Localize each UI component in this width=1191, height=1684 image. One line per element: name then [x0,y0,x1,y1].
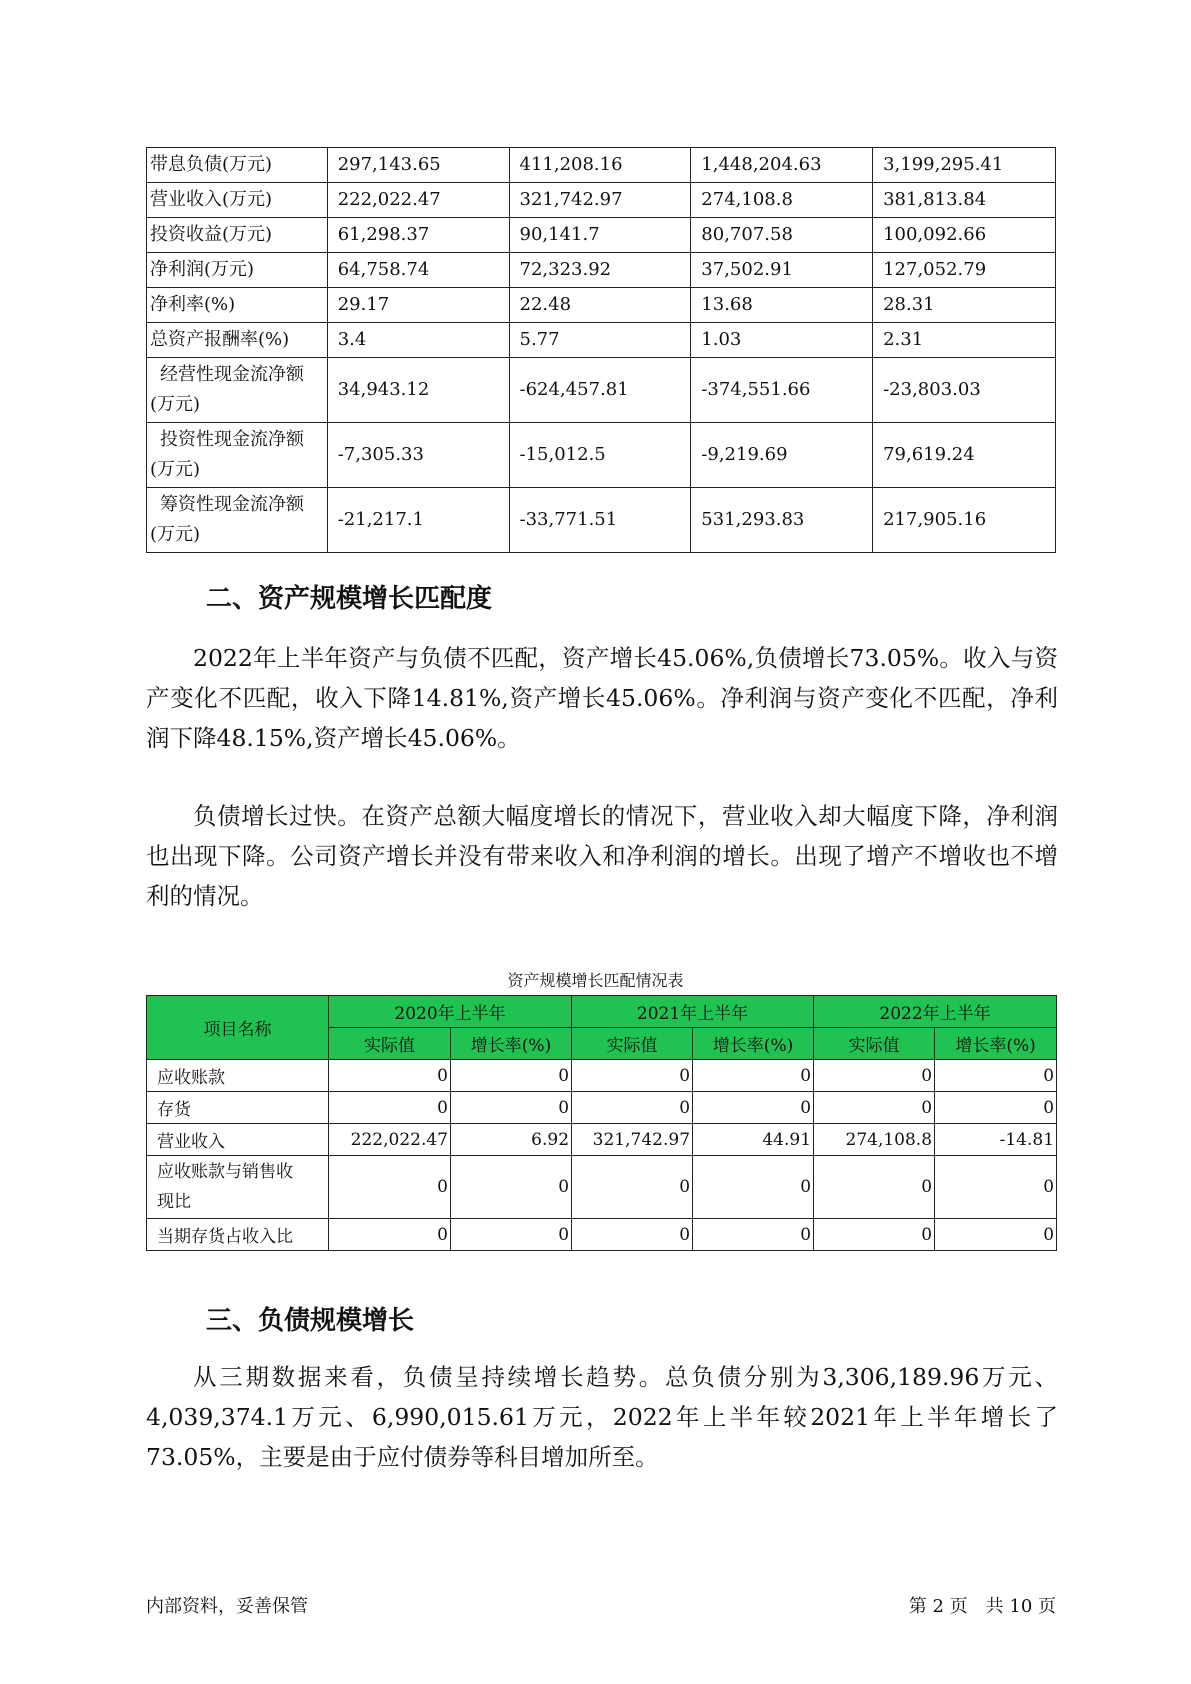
table-row [147,358,1056,423]
cell-value: 0 [451,1156,572,1219]
row-label: 总资产报酬率(%) [147,323,328,358]
cell-value: 381,813.84 [873,183,1056,218]
cell-value: 0 [814,1092,935,1124]
cell-value: 22.48 [509,288,691,323]
row-label-line1: 应收账款与销售收 [157,1162,293,1182]
cell-value: -21,217.1 [327,488,509,553]
row-label: 净利润(万元) [147,253,328,288]
cell-value: 1.03 [691,323,873,358]
cell-value: 0 [451,1092,572,1124]
row-label-line2: (万元) [150,394,201,415]
cell-value: 61,298.37 [327,218,509,253]
row-label: 应收账款 [147,1060,329,1092]
cell-value: 531,293.83 [691,488,873,553]
cell-value: 0 [572,1092,693,1124]
cell-value: 411,208.16 [509,148,691,183]
cell-value: 297,143.65 [327,148,509,183]
table-row [147,1060,1057,1092]
cell-value: -624,457.81 [509,358,691,423]
asset-growth-match-table [146,995,1057,1251]
cell-value: -23,803.03 [873,358,1056,423]
cell-value: -15,012.5 [509,423,691,488]
table-row [147,488,1056,553]
paragraph: 负债增长过快。在资产总额大幅度增长的情况下，营业收入却大幅度下降，净利润也出现下降。公司资产增长并没有带来收入和净利润的增长。出现了增产不增收也不增利的情况。 [146,802,1058,910]
cell-value: 0 [693,1219,814,1251]
cell-value: 0 [814,1156,935,1219]
header-growth: 增长率(%) [935,1028,1057,1060]
cell-value: 79,619.24 [873,423,1056,488]
cell-value: 37,502.91 [691,253,873,288]
table-row [147,148,1056,183]
cell-value: 0 [572,1219,693,1251]
table-row [147,218,1056,253]
row-label-line2: (万元) [150,459,201,480]
row-label: 营业收入 [147,1124,329,1156]
cell-value: 274,108.8 [691,183,873,218]
table-caption: 资产规模增长匹配情况表 [507,971,684,990]
table-row [147,423,1056,488]
table-row [147,1156,1057,1219]
table-row [147,1092,1057,1124]
cell-value: 222,022.47 [329,1124,451,1156]
cell-value: 0 [451,1060,572,1092]
financial-summary-table [146,147,1056,553]
header-period: 2020年上半年 [329,996,572,1028]
header-item-name: 项目名称 [147,996,329,1060]
cell-value: 5.77 [509,323,691,358]
row-label: 存货 [147,1092,329,1124]
cell-value: 34,943.12 [327,358,509,423]
cell-value: 0 [693,1156,814,1219]
cell-value: 64,758.74 [327,253,509,288]
cell-value: 44.91 [693,1124,814,1156]
header-growth: 增长率(%) [451,1028,572,1060]
row-label: 营业收入(万元) [147,183,328,218]
table-row [147,323,1056,358]
page-number: 第 2 页 共 10 页 [908,1596,1056,1617]
footer-confidential-note: 内部资料，妥善保管 [146,1596,308,1617]
cell-value: 0 [451,1219,572,1251]
cell-value: 6.92 [451,1124,572,1156]
cell-value: 321,742.97 [509,183,691,218]
cell-value: 127,052.79 [873,253,1056,288]
row-label: 当期存货占收入比 [147,1219,329,1251]
cell-value: -14.81 [935,1124,1057,1156]
header-period: 2021年上半年 [572,996,814,1028]
row-label: 带息负债(万元) [147,148,328,183]
section-heading-asset-growth: 二、资产规模增长匹配度 [206,584,493,614]
paragraph: 2022年上半年资产与负债不匹配，资产增长45.06%,负债增长73.05%。收入与资产变化不匹配，收入下降14.81%,资产增长45.06%。净利润与资产变化不匹配，净利润下降48.15%,资产增长45.06%。 [146,644,1058,752]
cell-value: 0 [572,1060,693,1092]
section-heading-liability-growth: 三、负债规模增长 [206,1306,415,1336]
cell-value: 222,022.47 [327,183,509,218]
row-label [147,423,328,488]
row-label [147,488,328,553]
cell-value: 0 [935,1156,1057,1219]
row-label-line1: 经营性现金流净额 [160,364,304,385]
cell-value: 0 [693,1060,814,1092]
header-period: 2022年上半年 [814,996,1057,1028]
cell-value: 2.31 [873,323,1056,358]
cell-value: 72,323.92 [509,253,691,288]
row-label [147,1156,329,1219]
cell-value: 0 [572,1156,693,1219]
header-actual: 实际值 [572,1028,693,1060]
cell-value: 321,742.97 [572,1124,693,1156]
cell-value: 274,108.8 [814,1124,935,1156]
cell-value: 13.68 [691,288,873,323]
header-actual: 实际值 [814,1028,935,1060]
row-label [147,358,328,423]
cell-value: 0 [329,1060,451,1092]
row-label-line2: (万元) [150,524,201,545]
cell-value: 0 [935,1060,1057,1092]
cell-value: 0 [814,1060,935,1092]
cell-value: 217,905.16 [873,488,1056,553]
cell-value: 80,707.58 [691,218,873,253]
cell-value: 3,199,295.41 [873,148,1056,183]
cell-value: 28.31 [873,288,1056,323]
cell-value: -9,219.69 [691,423,873,488]
cell-value: -7,305.33 [327,423,509,488]
cell-value: 0 [329,1156,451,1219]
header-actual: 实际值 [329,1028,451,1060]
table-row [147,253,1056,288]
row-label: 净利率(%) [147,288,328,323]
header-growth: 增长率(%) [693,1028,814,1060]
cell-value: 29.17 [327,288,509,323]
cell-value: 0 [814,1219,935,1251]
cell-value: 3.4 [327,323,509,358]
row-label-line2: 现比 [157,1192,191,1212]
cell-value: 0 [329,1092,451,1124]
cell-value: 90,141.7 [509,218,691,253]
cell-value: -33,771.51 [509,488,691,553]
row-label-line1: 筹资性现金流净额 [160,494,304,515]
cell-value: 100,092.66 [873,218,1056,253]
cell-value: 0 [693,1092,814,1124]
table-row [147,183,1056,218]
table-row [147,288,1056,323]
cell-value: 0 [935,1219,1057,1251]
row-label-line1: 投资性现金流净额 [160,429,304,450]
cell-value: 0 [329,1219,451,1251]
row-label: 投资收益(万元) [147,218,328,253]
cell-value: -374,551.66 [691,358,873,423]
paragraph: 从三期数据来看，负债呈持续增长趋势。总负债分别为3,306,189.96万元、4,039,374.1万元、6,990,015.61万元，2022年上半年较2021年上半年增长了73.05%，主要是由于应付债券等科目增加所至。 [146,1363,1058,1471]
table-row [147,1219,1057,1251]
cell-value: 1,448,204.63 [691,148,873,183]
table-row [147,1124,1057,1156]
header-row [147,996,1057,1028]
cell-value: 0 [935,1092,1057,1124]
